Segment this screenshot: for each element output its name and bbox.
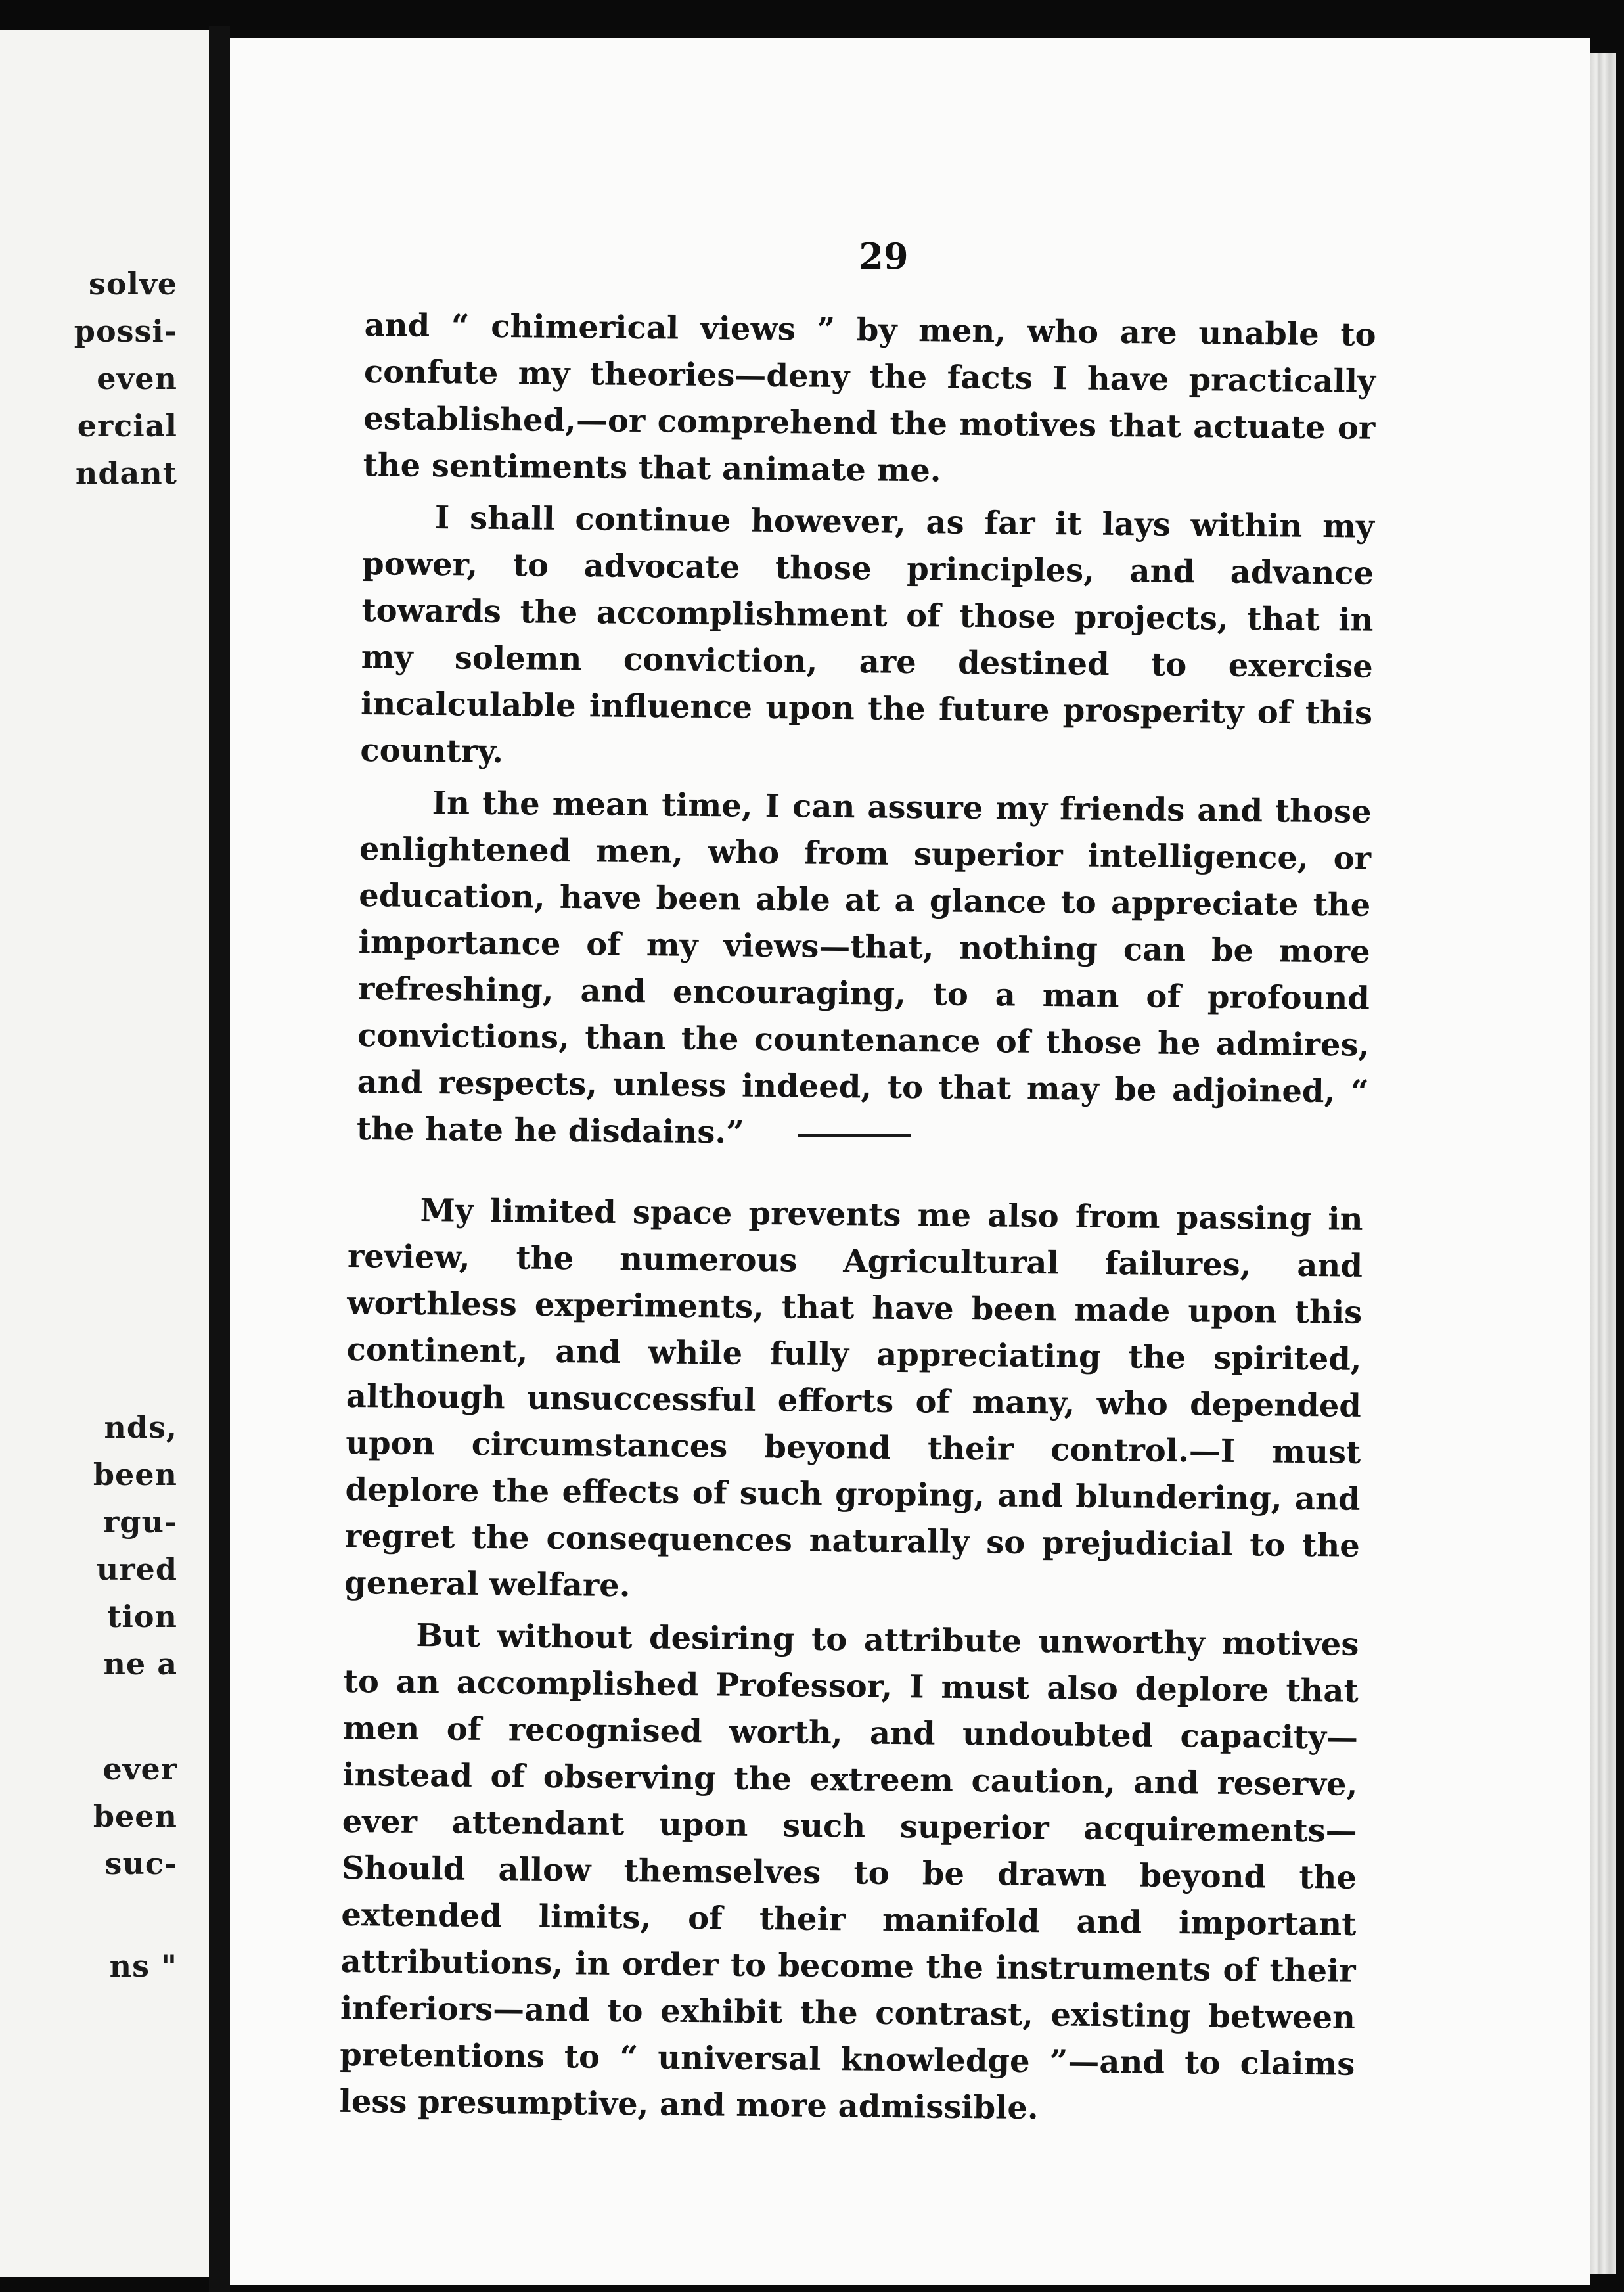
page-edges	[1590, 53, 1616, 2274]
facing-line: been	[93, 1457, 177, 1492]
main-page	[230, 38, 1590, 2285]
facing-line: solve	[88, 266, 177, 302]
book-gutter	[209, 26, 230, 2292]
facing-line: tion	[107, 1599, 177, 1634]
section-one	[357, 302, 1376, 1162]
paragraph: I shall continue however, as far it lays within my power, to advocate those principles, and advance towards the accomplishment of those projects, that in my solemn conviction, are destined to exercise incalculable influence upon the future prosperity of this country.	[360, 499, 1375, 771]
section-two	[339, 1187, 1363, 2135]
page-number: 29	[859, 235, 909, 277]
paragraph: My limited space prevents me also from passing in review, the numerous Agricultural failures, and worthless experiments, that have been made upon this continent, and while fully appreciating the spirited, although unsuccessful efforts of many, who depended upon circumstances beyond their control.—I must deplore the effects of such groping, and blundering, and regret the consequences naturally so prejudicial to the general welfare.	[344, 1192, 1363, 1605]
paragraph: and “ chimerical views ” by men, who are unable to confute my theories—deny the facts I have practically established,—or comprehend the motives that actuate or the sentiments that animate me.	[363, 306, 1376, 490]
facing-line: ne a	[103, 1646, 177, 1682]
facing-line: ured	[96, 1551, 177, 1587]
facing-line: been	[93, 1799, 177, 1834]
facing-line: ndant	[75, 455, 177, 491]
paragraph: In the mean time, I can assure my friends and those enlightened men, who from superior intelligence, or education, have been able at a glance to appreciate the importance of my views—that, nothing can be more refreshing, and encouraging, to a man of profound convictions, than the countenance of those he admires, and respects, unless indeed, to that may be adjoined, “ the hate he disdains.”	[356, 785, 1372, 1151]
facing-line: possi-	[74, 313, 177, 349]
section-divider	[798, 1134, 911, 1137]
facing-line: nds,	[104, 1410, 177, 1445]
facing-line: suc-	[104, 1846, 177, 1881]
facing-line: ever	[102, 1751, 177, 1787]
facing-line: rgu-	[103, 1504, 177, 1540]
paragraph: But without desiring to attribute unworthy motives to an accomplished Professor, I must also deplore that men of recognised worth, and undoubted capacity—instead of observing the extreem caution, and reserve, ever attendant upon such superior acquirements—Should allow themselves to be drawn beyond the extended limits, of their manifold and important attributions, in order to become the instruments of their inferiors—and to exhibit the contrast, existing between pretentions to “ universal knowledge ”—and to claims less presumptive, and more admissible.	[339, 1617, 1359, 2127]
facing-line: even	[97, 361, 177, 396]
facing-line: ercial	[77, 408, 177, 444]
facing-line: ns "	[109, 1948, 177, 1984]
facing-page	[0, 30, 209, 2277]
facing-page-text	[0, 30, 209, 2277]
